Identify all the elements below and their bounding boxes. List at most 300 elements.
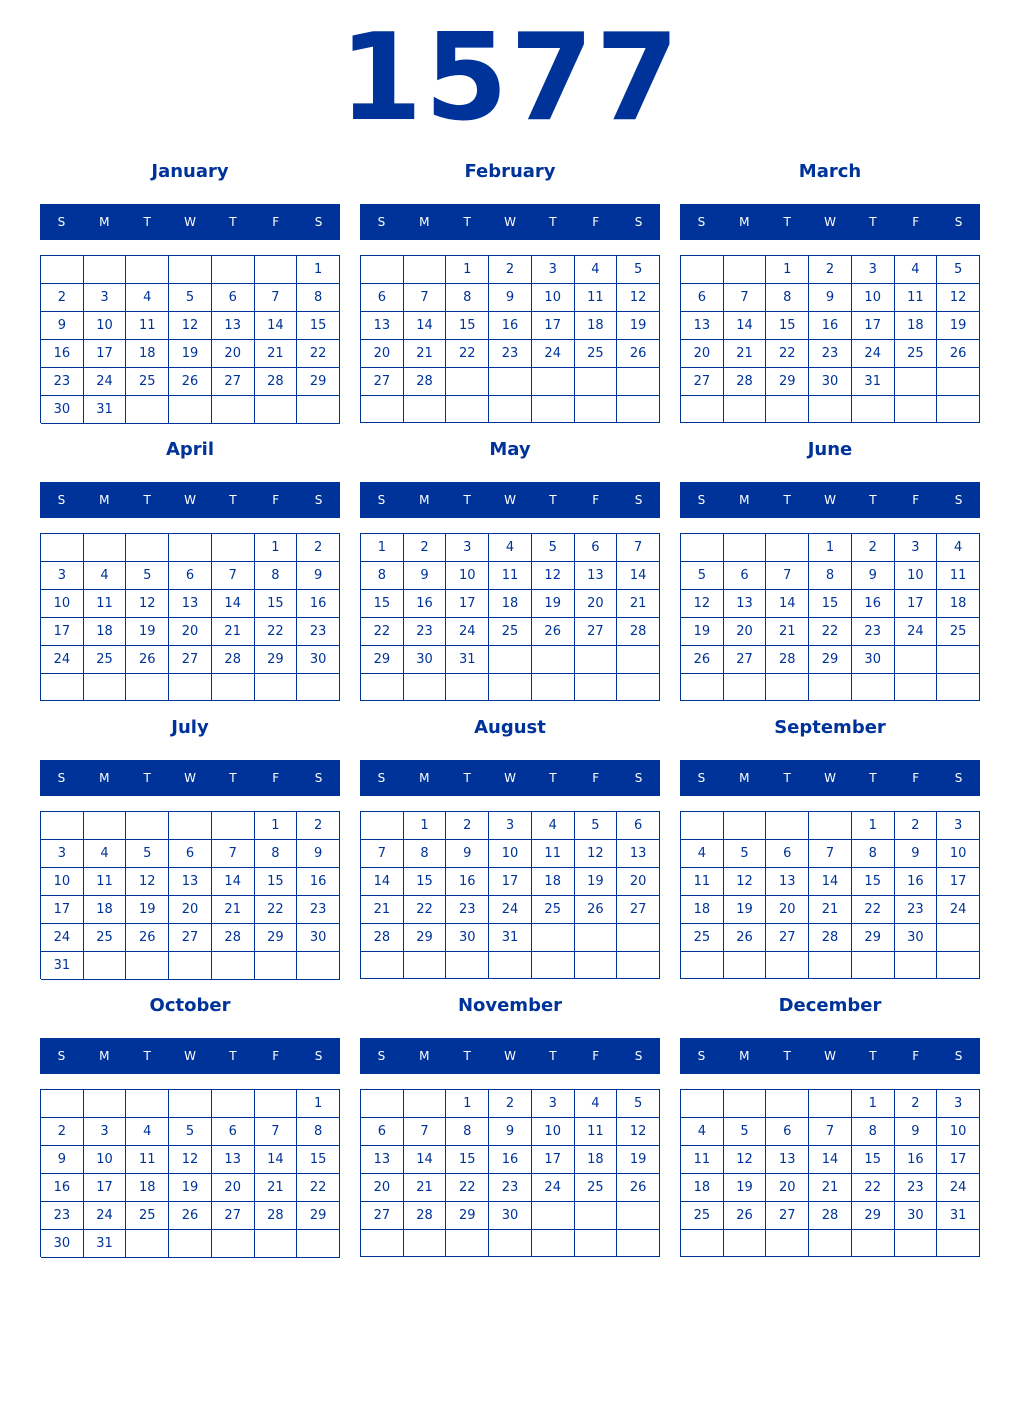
weekday-label: T: [463, 493, 471, 507]
empty-day-cell: [404, 396, 447, 423]
empty-day-cell: [489, 646, 532, 674]
empty-day-cell: [895, 646, 938, 674]
day-cell: 26: [617, 340, 660, 368]
empty-day-cell: [575, 674, 618, 701]
empty-day-cell: [575, 368, 618, 396]
day-cell: 7: [809, 840, 852, 868]
day-cell: 5: [532, 534, 575, 562]
day-cell: 21: [212, 896, 255, 924]
month-name: November: [457, 995, 563, 1016]
day-cell: 5: [937, 256, 980, 284]
weekday-label: M: [739, 215, 750, 229]
day-cell: 2: [489, 256, 532, 284]
day-cell: 6: [617, 812, 660, 840]
day-cell: 7: [617, 534, 660, 562]
day-cell: 21: [809, 1174, 852, 1202]
weekday-label: T: [549, 493, 557, 507]
day-cell: 10: [446, 562, 489, 590]
weekday-header: [680, 1038, 980, 1074]
day-cell: 21: [404, 340, 447, 368]
empty-day-cell: [681, 1230, 724, 1257]
weekday-label: W: [504, 1049, 516, 1063]
day-cell: 6: [169, 562, 212, 590]
day-cell: 25: [126, 368, 169, 396]
day-cell: 1: [255, 534, 298, 562]
day-cell: 3: [84, 284, 127, 312]
day-cell: 18: [532, 868, 575, 896]
day-cell: 15: [297, 1146, 340, 1174]
day-cell: 26: [937, 340, 980, 368]
weekday-label: F: [272, 1049, 280, 1063]
day-cell: 23: [489, 1174, 532, 1202]
day-cell: 25: [84, 924, 127, 952]
day-cell: 25: [126, 1202, 169, 1230]
day-cell: 22: [446, 1174, 489, 1202]
weekday-label: F: [912, 493, 920, 507]
day-cell: 11: [575, 1118, 618, 1146]
day-cell: 14: [212, 868, 255, 896]
day-cell: 9: [489, 284, 532, 312]
day-cell: 12: [617, 284, 660, 312]
weekday-label: M: [99, 771, 110, 785]
day-cell: 6: [766, 1118, 809, 1146]
empty-day-cell: [532, 1202, 575, 1230]
weekday-label: S: [697, 215, 706, 229]
day-cell: 11: [84, 868, 127, 896]
day-cell: 28: [404, 1202, 447, 1230]
day-cell: 26: [575, 896, 618, 924]
day-grid: [40, 1089, 340, 1257]
day-cell: 7: [255, 1118, 298, 1146]
day-cell: 18: [681, 896, 724, 924]
day-cell: 9: [895, 1118, 938, 1146]
weekday-label: S: [697, 493, 706, 507]
empty-day-cell: [575, 952, 618, 979]
empty-day-cell: [169, 256, 212, 284]
day-cell: 27: [617, 896, 660, 924]
empty-day-cell: [212, 256, 255, 284]
day-cell: 28: [212, 646, 255, 674]
empty-day-cell: [84, 952, 127, 980]
empty-day-cell: [809, 1090, 852, 1118]
day-cell: 18: [489, 590, 532, 618]
weekday-label: S: [57, 1049, 66, 1063]
weekday-label: S: [697, 771, 706, 785]
day-cell: 14: [809, 868, 852, 896]
day-cell: 27: [169, 646, 212, 674]
day-cell: 3: [937, 1090, 980, 1118]
empty-day-cell: [532, 396, 575, 423]
empty-day-cell: [895, 952, 938, 979]
day-cell: 31: [852, 368, 895, 396]
day-cell: 18: [126, 1174, 169, 1202]
weekday-label: W: [824, 493, 836, 507]
empty-day-cell: [937, 674, 980, 701]
empty-day-cell: [852, 952, 895, 979]
empty-day-cell: [852, 396, 895, 423]
weekday-label: T: [229, 493, 237, 507]
day-cell: 3: [41, 840, 84, 868]
day-cell: 16: [446, 868, 489, 896]
day-cell: 9: [489, 1118, 532, 1146]
day-cell: 27: [361, 1202, 404, 1230]
month-april: [40, 438, 340, 708]
empty-day-cell: [617, 952, 660, 979]
day-cell: 23: [404, 618, 447, 646]
empty-day-cell: [126, 1090, 169, 1118]
empty-day-cell: [126, 396, 169, 424]
day-grid: [680, 533, 980, 701]
empty-day-cell: [532, 368, 575, 396]
day-cell: 10: [84, 312, 127, 340]
day-cell: 27: [212, 368, 255, 396]
day-cell: 10: [532, 1118, 575, 1146]
month-name: March: [798, 161, 862, 182]
day-cell: 30: [446, 924, 489, 952]
day-cell: 10: [41, 590, 84, 618]
day-cell: 7: [212, 562, 255, 590]
day-cell: 22: [404, 896, 447, 924]
day-cell: 30: [41, 1230, 84, 1258]
weekday-label: M: [419, 771, 430, 785]
day-cell: 24: [84, 1202, 127, 1230]
day-cell: 1: [446, 1090, 489, 1118]
day-cell: 18: [575, 1146, 618, 1174]
empty-day-cell: [297, 396, 340, 424]
weekday-label: S: [314, 215, 323, 229]
day-cell: 23: [895, 896, 938, 924]
empty-day-cell: [575, 646, 618, 674]
day-cell: 4: [681, 840, 724, 868]
empty-day-cell: [212, 1090, 255, 1118]
empty-day-cell: [126, 256, 169, 284]
day-cell: 28: [809, 924, 852, 952]
day-cell: 20: [724, 618, 767, 646]
day-cell: 9: [895, 840, 938, 868]
day-cell: 17: [489, 868, 532, 896]
day-cell: 17: [532, 312, 575, 340]
weekday-label: T: [549, 1049, 557, 1063]
weekday-label: W: [184, 493, 196, 507]
day-cell: 26: [724, 1202, 767, 1230]
weekday-label: S: [377, 771, 386, 785]
day-cell: 15: [255, 590, 298, 618]
day-cell: 1: [404, 812, 447, 840]
day-cell: 27: [575, 618, 618, 646]
day-cell: 29: [404, 924, 447, 952]
day-cell: 3: [446, 534, 489, 562]
day-cell: 2: [446, 812, 489, 840]
weekday-label: S: [57, 215, 66, 229]
empty-day-cell: [617, 1202, 660, 1230]
empty-day-cell: [489, 368, 532, 396]
empty-day-cell: [681, 674, 724, 701]
day-cell: 3: [937, 812, 980, 840]
weekday-label: M: [99, 1049, 110, 1063]
weekday-label: T: [869, 215, 877, 229]
day-cell: 27: [724, 646, 767, 674]
day-cell: 4: [126, 284, 169, 312]
empty-day-cell: [937, 396, 980, 423]
weekday-label: T: [229, 215, 237, 229]
day-cell: 9: [404, 562, 447, 590]
day-cell: 29: [766, 368, 809, 396]
day-cell: 29: [255, 646, 298, 674]
day-cell: 20: [212, 1174, 255, 1202]
empty-day-cell: [617, 1230, 660, 1257]
weekday-label: S: [954, 215, 963, 229]
day-cell: 12: [724, 1146, 767, 1174]
day-cell: 4: [937, 534, 980, 562]
empty-day-cell: [681, 812, 724, 840]
weekday-label: S: [634, 1049, 643, 1063]
day-cell: 25: [937, 618, 980, 646]
day-cell: 6: [766, 840, 809, 868]
day-cell: 7: [404, 1118, 447, 1146]
day-grid: [680, 255, 980, 423]
day-cell: 17: [41, 896, 84, 924]
day-cell: 19: [126, 618, 169, 646]
day-cell: 4: [575, 256, 618, 284]
empty-day-cell: [126, 812, 169, 840]
day-cell: 3: [852, 256, 895, 284]
empty-day-cell: [169, 952, 212, 980]
day-cell: 12: [724, 868, 767, 896]
day-cell: 16: [809, 312, 852, 340]
day-cell: 25: [489, 618, 532, 646]
day-cell: 9: [297, 562, 340, 590]
day-cell: 1: [255, 812, 298, 840]
empty-day-cell: [766, 1230, 809, 1257]
day-cell: 11: [681, 1146, 724, 1174]
day-cell: 19: [617, 312, 660, 340]
weekday-label: T: [463, 771, 471, 785]
empty-day-cell: [169, 396, 212, 424]
day-cell: 31: [489, 924, 532, 952]
day-cell: 11: [895, 284, 938, 312]
empty-day-cell: [681, 952, 724, 979]
day-cell: 2: [297, 812, 340, 840]
day-cell: 16: [41, 340, 84, 368]
weekday-label: S: [954, 771, 963, 785]
weekday-label: F: [272, 493, 280, 507]
empty-day-cell: [532, 1230, 575, 1257]
day-cell: 13: [361, 312, 404, 340]
month-name: October: [149, 995, 231, 1016]
empty-day-cell: [766, 812, 809, 840]
day-cell: 14: [255, 312, 298, 340]
empty-day-cell: [212, 534, 255, 562]
day-cell: 9: [446, 840, 489, 868]
empty-day-cell: [895, 396, 938, 423]
day-cell: 8: [297, 284, 340, 312]
day-cell: 26: [126, 924, 169, 952]
day-cell: 8: [255, 562, 298, 590]
day-cell: 10: [937, 840, 980, 868]
day-cell: 5: [724, 840, 767, 868]
weekday-label: M: [419, 215, 430, 229]
empty-day-cell: [169, 1230, 212, 1258]
day-cell: 11: [681, 868, 724, 896]
day-cell: 24: [532, 1174, 575, 1202]
day-cell: 28: [404, 368, 447, 396]
day-cell: 15: [809, 590, 852, 618]
day-cell: 1: [766, 256, 809, 284]
day-cell: 8: [446, 284, 489, 312]
day-cell: 22: [255, 896, 298, 924]
empty-day-cell: [404, 256, 447, 284]
month-september: [680, 716, 980, 986]
weekday-label: S: [57, 771, 66, 785]
empty-day-cell: [446, 1230, 489, 1257]
empty-day-cell: [212, 1230, 255, 1258]
day-cell: 2: [809, 256, 852, 284]
day-cell: 28: [361, 924, 404, 952]
day-cell: 4: [126, 1118, 169, 1146]
day-cell: 9: [809, 284, 852, 312]
day-cell: 23: [297, 618, 340, 646]
day-cell: 15: [404, 868, 447, 896]
day-cell: 17: [895, 590, 938, 618]
day-cell: 21: [255, 340, 298, 368]
day-cell: 20: [361, 1174, 404, 1202]
day-cell: 9: [41, 1146, 84, 1174]
month-name: December: [778, 995, 882, 1016]
day-cell: 10: [489, 840, 532, 868]
day-cell: 19: [724, 1174, 767, 1202]
empty-day-cell: [404, 1230, 447, 1257]
day-cell: 14: [212, 590, 255, 618]
day-cell: 19: [532, 590, 575, 618]
day-cell: 2: [41, 284, 84, 312]
day-cell: 24: [937, 1174, 980, 1202]
day-cell: 25: [84, 646, 127, 674]
day-cell: 7: [361, 840, 404, 868]
weekday-label: S: [954, 493, 963, 507]
empty-day-cell: [617, 924, 660, 952]
empty-day-cell: [724, 256, 767, 284]
empty-day-cell: [937, 1230, 980, 1257]
empty-day-cell: [361, 952, 404, 979]
day-cell: 11: [84, 590, 127, 618]
day-cell: 10: [852, 284, 895, 312]
day-cell: 21: [212, 618, 255, 646]
weekday-header: [40, 204, 340, 240]
empty-day-cell: [532, 952, 575, 979]
empty-day-cell: [169, 1090, 212, 1118]
day-cell: 16: [41, 1174, 84, 1202]
day-cell: 7: [212, 840, 255, 868]
day-cell: 1: [297, 1090, 340, 1118]
weekday-label: F: [912, 1049, 920, 1063]
day-grid: [40, 255, 340, 423]
day-cell: 13: [212, 1146, 255, 1174]
empty-day-cell: [361, 1090, 404, 1118]
empty-day-cell: [766, 674, 809, 701]
day-cell: 27: [766, 924, 809, 952]
day-cell: 11: [937, 562, 980, 590]
day-cell: 8: [446, 1118, 489, 1146]
day-cell: 17: [84, 1174, 127, 1202]
day-cell: 29: [852, 1202, 895, 1230]
day-cell: 21: [809, 896, 852, 924]
weekday-label: T: [549, 215, 557, 229]
day-cell: 16: [297, 868, 340, 896]
month-june: [680, 438, 980, 708]
day-cell: 10: [532, 284, 575, 312]
empty-day-cell: [681, 534, 724, 562]
day-cell: 14: [766, 590, 809, 618]
weekday-header: [680, 204, 980, 240]
day-grid: [360, 811, 660, 979]
day-cell: 13: [766, 1146, 809, 1174]
empty-day-cell: [446, 952, 489, 979]
day-cell: 19: [617, 1146, 660, 1174]
day-cell: 26: [532, 618, 575, 646]
weekday-label: M: [739, 1049, 750, 1063]
empty-day-cell: [212, 674, 255, 701]
empty-day-cell: [41, 534, 84, 562]
day-cell: 5: [575, 812, 618, 840]
empty-day-cell: [575, 1202, 618, 1230]
day-cell: 30: [852, 646, 895, 674]
weekday-label: T: [783, 215, 791, 229]
weekday-label: F: [592, 493, 600, 507]
day-cell: 7: [809, 1118, 852, 1146]
empty-day-cell: [41, 1090, 84, 1118]
day-cell: 12: [169, 1146, 212, 1174]
day-cell: 15: [852, 1146, 895, 1174]
day-cell: 12: [937, 284, 980, 312]
day-cell: 6: [361, 284, 404, 312]
day-cell: 30: [809, 368, 852, 396]
empty-day-cell: [575, 1230, 618, 1257]
day-cell: 11: [532, 840, 575, 868]
weekday-label: F: [912, 215, 920, 229]
day-cell: 25: [575, 1174, 618, 1202]
empty-day-cell: [489, 952, 532, 979]
weekday-label: S: [377, 215, 386, 229]
weekday-label: S: [634, 771, 643, 785]
day-cell: 6: [681, 284, 724, 312]
day-cell: 18: [84, 618, 127, 646]
day-cell: 23: [297, 896, 340, 924]
day-cell: 11: [489, 562, 532, 590]
weekday-label: T: [869, 493, 877, 507]
day-cell: 6: [212, 1118, 255, 1146]
day-cell: 15: [446, 312, 489, 340]
day-cell: 20: [212, 340, 255, 368]
day-cell: 17: [852, 312, 895, 340]
day-cell: 23: [895, 1174, 938, 1202]
day-cell: 13: [169, 868, 212, 896]
empty-day-cell: [766, 1090, 809, 1118]
weekday-header: [680, 482, 980, 518]
weekday-label: W: [504, 215, 516, 229]
day-cell: 27: [681, 368, 724, 396]
day-cell: 27: [212, 1202, 255, 1230]
empty-day-cell: [724, 952, 767, 979]
month-july: [40, 716, 340, 986]
day-cell: 25: [895, 340, 938, 368]
day-cell: 26: [724, 924, 767, 952]
empty-day-cell: [937, 924, 980, 952]
day-cell: 12: [617, 1118, 660, 1146]
day-cell: 23: [446, 896, 489, 924]
weekday-label: T: [229, 771, 237, 785]
weekday-label: T: [783, 1049, 791, 1063]
empty-day-cell: [361, 674, 404, 701]
